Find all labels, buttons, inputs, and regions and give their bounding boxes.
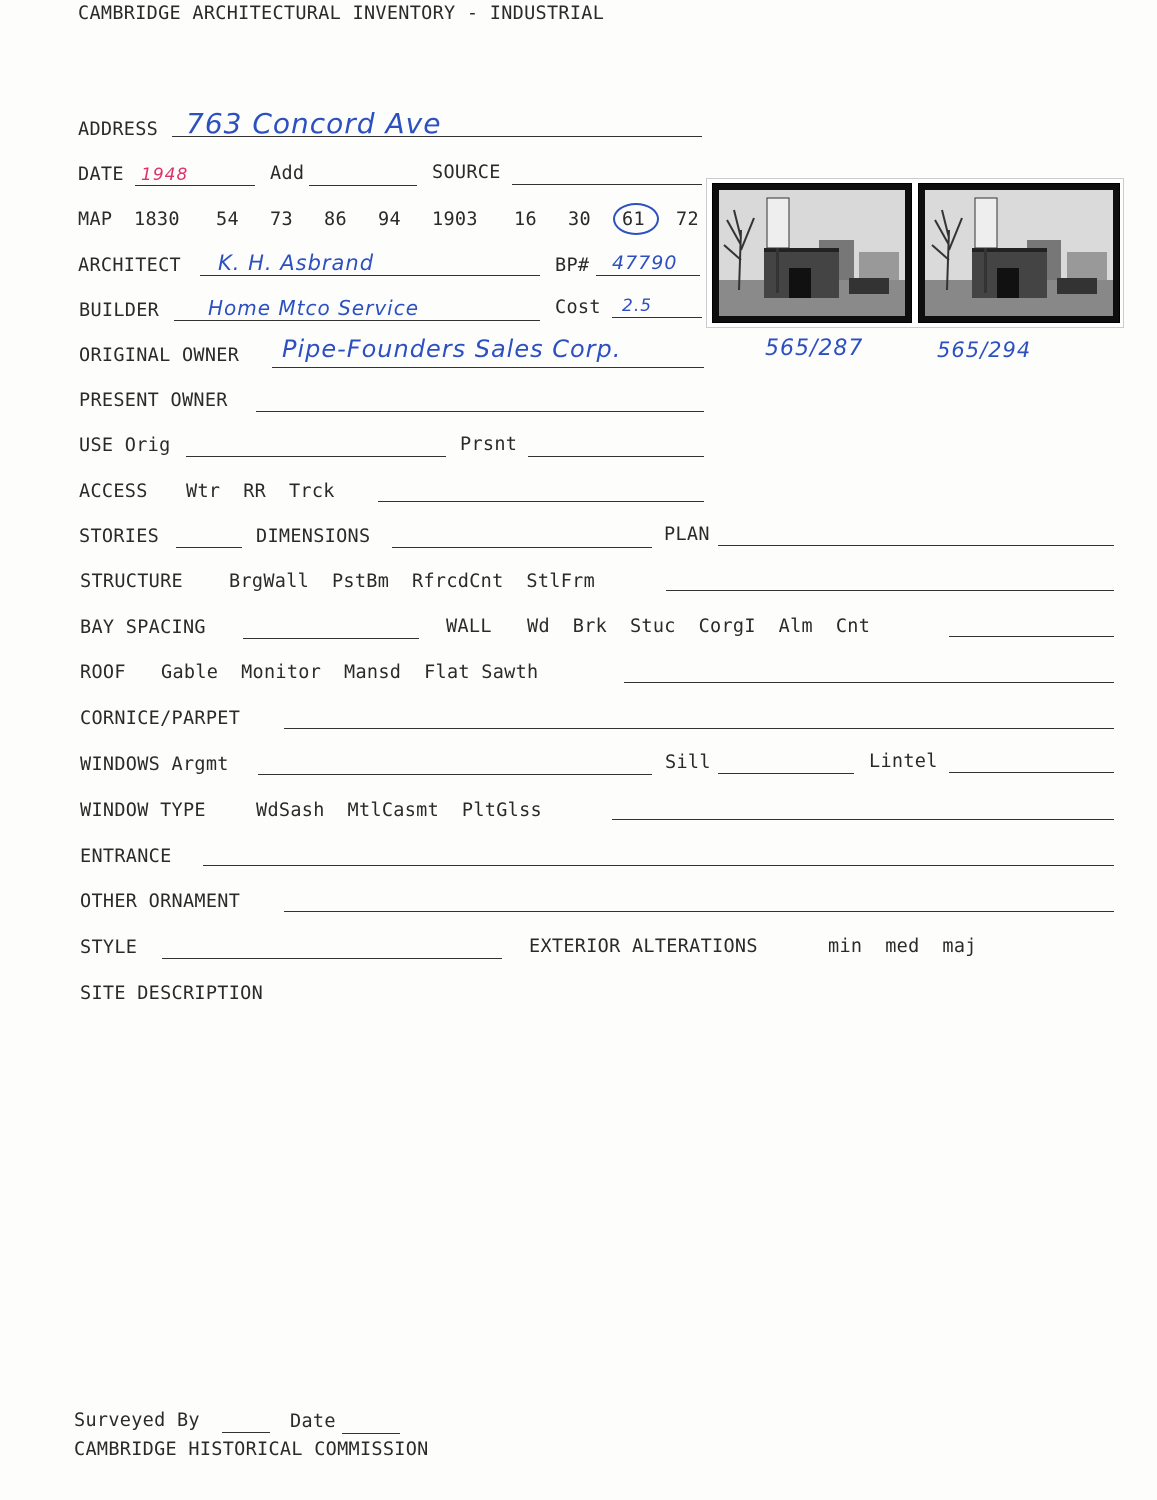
survey-date-label: Date	[290, 1411, 336, 1432]
map-year-1903: 1903	[432, 209, 478, 230]
map-year-54: 54	[216, 209, 239, 230]
map-year-72: 72	[676, 209, 699, 230]
builder-line	[174, 320, 540, 321]
original-owner-line	[272, 367, 704, 368]
building-photo-1-image	[719, 190, 905, 316]
builder-value[interactable]: Home Mtco Service	[208, 296, 420, 320]
wall-label: WALL	[446, 616, 492, 637]
form-title: CAMBRIDGE ARCHITECTURAL INVENTORY - INDUSTRIAL	[78, 3, 605, 24]
plan-line[interactable]	[718, 545, 1114, 546]
source-line[interactable]	[512, 184, 702, 185]
sill-line[interactable]	[718, 773, 854, 774]
add-line[interactable]	[309, 185, 417, 186]
lintel-line[interactable]	[949, 772, 1114, 773]
building-photo-2-image	[925, 190, 1113, 316]
structure-line[interactable]	[666, 590, 1114, 591]
wall-options: Wd Brk Stuc CorgI Alm Cnt	[527, 616, 871, 637]
use-orig-line[interactable]	[186, 456, 446, 457]
map-circle-mark	[613, 203, 659, 235]
bp-label: BP#	[555, 255, 590, 276]
address-value[interactable]: 763 Concord Ave	[186, 107, 442, 140]
address-label: ADDRESS	[78, 119, 159, 140]
surveyed-by-label: Surveyed By	[74, 1410, 200, 1431]
source-label: SOURCE	[432, 162, 501, 183]
cornice-line[interactable]	[284, 728, 1114, 729]
cornice-label: CORNICE/PARPET	[80, 708, 241, 729]
other-ornament-label: OTHER ORNAMENT	[80, 891, 241, 912]
bay-spacing-label: BAY SPACING	[80, 617, 206, 638]
original-owner-label: ORIGINAL OWNER	[79, 345, 240, 366]
exterior-alterations-options: min med maj	[828, 936, 977, 957]
windows-label: WINDOWS Argmt	[80, 754, 229, 775]
lintel-label: Lintel	[869, 751, 938, 772]
add-label: Add	[270, 163, 305, 184]
style-label: STYLE	[80, 937, 138, 958]
use-label: USE Orig	[79, 435, 171, 456]
window-type-line[interactable]	[612, 819, 1114, 820]
bp-line	[596, 275, 700, 276]
photo-strip	[707, 179, 1123, 327]
windows-argmt-line[interactable]	[258, 774, 652, 775]
date-line	[135, 185, 255, 186]
other-ornament-line[interactable]	[284, 911, 1114, 912]
roof-label: ROOF	[80, 662, 126, 683]
exterior-alterations-label: EXTERIOR ALTERATIONS	[529, 936, 758, 957]
architect-value[interactable]: K. H. Asbrand	[218, 251, 375, 275]
present-owner-label: PRESENT OWNER	[79, 390, 228, 411]
access-label: ACCESS	[79, 481, 148, 502]
style-line[interactable]	[162, 958, 502, 959]
roof-line[interactable]	[624, 682, 1114, 683]
building-photo-2	[918, 183, 1120, 323]
use-present-line[interactable]	[528, 456, 704, 457]
map-year-73: 73	[270, 209, 293, 230]
window-type-label: WINDOW TYPE	[80, 800, 206, 821]
entrance-line[interactable]	[203, 865, 1114, 866]
use-present-label: Prsnt	[460, 434, 518, 455]
roof-options: Gable Monitor Mansd Flat Sawth	[161, 662, 539, 683]
architect-label: ARCHITECT	[78, 255, 181, 276]
map-year-86: 86	[324, 209, 347, 230]
wall-line[interactable]	[949, 636, 1114, 637]
surveyed-by-line[interactable]	[222, 1432, 270, 1433]
architect-line	[200, 275, 540, 276]
photo-2-caption: 565/294	[937, 338, 1032, 362]
bay-spacing-line[interactable]	[243, 638, 419, 639]
structure-options: BrgWall PstBm RfrcdCnt StlFrm	[229, 571, 596, 592]
building-photo-1	[712, 183, 912, 323]
stories-label: STORIES	[79, 526, 160, 547]
dimensions-label: DIMENSIONS	[256, 526, 371, 547]
entrance-label: ENTRANCE	[80, 846, 172, 867]
stories-line[interactable]	[176, 547, 242, 548]
bp-value[interactable]: 47790	[612, 252, 678, 274]
original-owner-value[interactable]: Pipe-Founders Sales Corp.	[282, 335, 622, 363]
commission-name: CAMBRIDGE HISTORICAL COMMISSION	[74, 1439, 429, 1460]
present-owner-line[interactable]	[256, 411, 704, 412]
dimensions-line[interactable]	[392, 547, 652, 548]
plan-label: PLAN	[664, 524, 710, 545]
cost-line	[612, 317, 702, 318]
map-year-1830: 1830	[134, 209, 180, 230]
photo-1-caption: 565/287	[765, 336, 864, 361]
survey-date-line[interactable]	[342, 1433, 400, 1434]
map-label: MAP	[78, 209, 113, 230]
site-description-label: SITE DESCRIPTION	[80, 983, 264, 1004]
map-year-94: 94	[378, 209, 401, 230]
date-value[interactable]: 1948	[141, 165, 189, 185]
builder-label: BUILDER	[79, 300, 160, 321]
window-type-options: WdSash MtlCasmt PltGlss	[256, 800, 542, 821]
date-label: DATE	[78, 164, 124, 185]
structure-label: STRUCTURE	[80, 571, 183, 592]
map-year-61: 61	[622, 209, 645, 230]
cost-label: Cost	[555, 297, 601, 318]
access-options: Wtr RR Trck	[186, 481, 335, 502]
cost-value[interactable]: 2.5	[622, 296, 653, 316]
access-line[interactable]	[378, 501, 704, 502]
sill-label: Sill	[665, 752, 711, 773]
map-year-16: 16	[514, 209, 537, 230]
map-year-30: 30	[568, 209, 591, 230]
